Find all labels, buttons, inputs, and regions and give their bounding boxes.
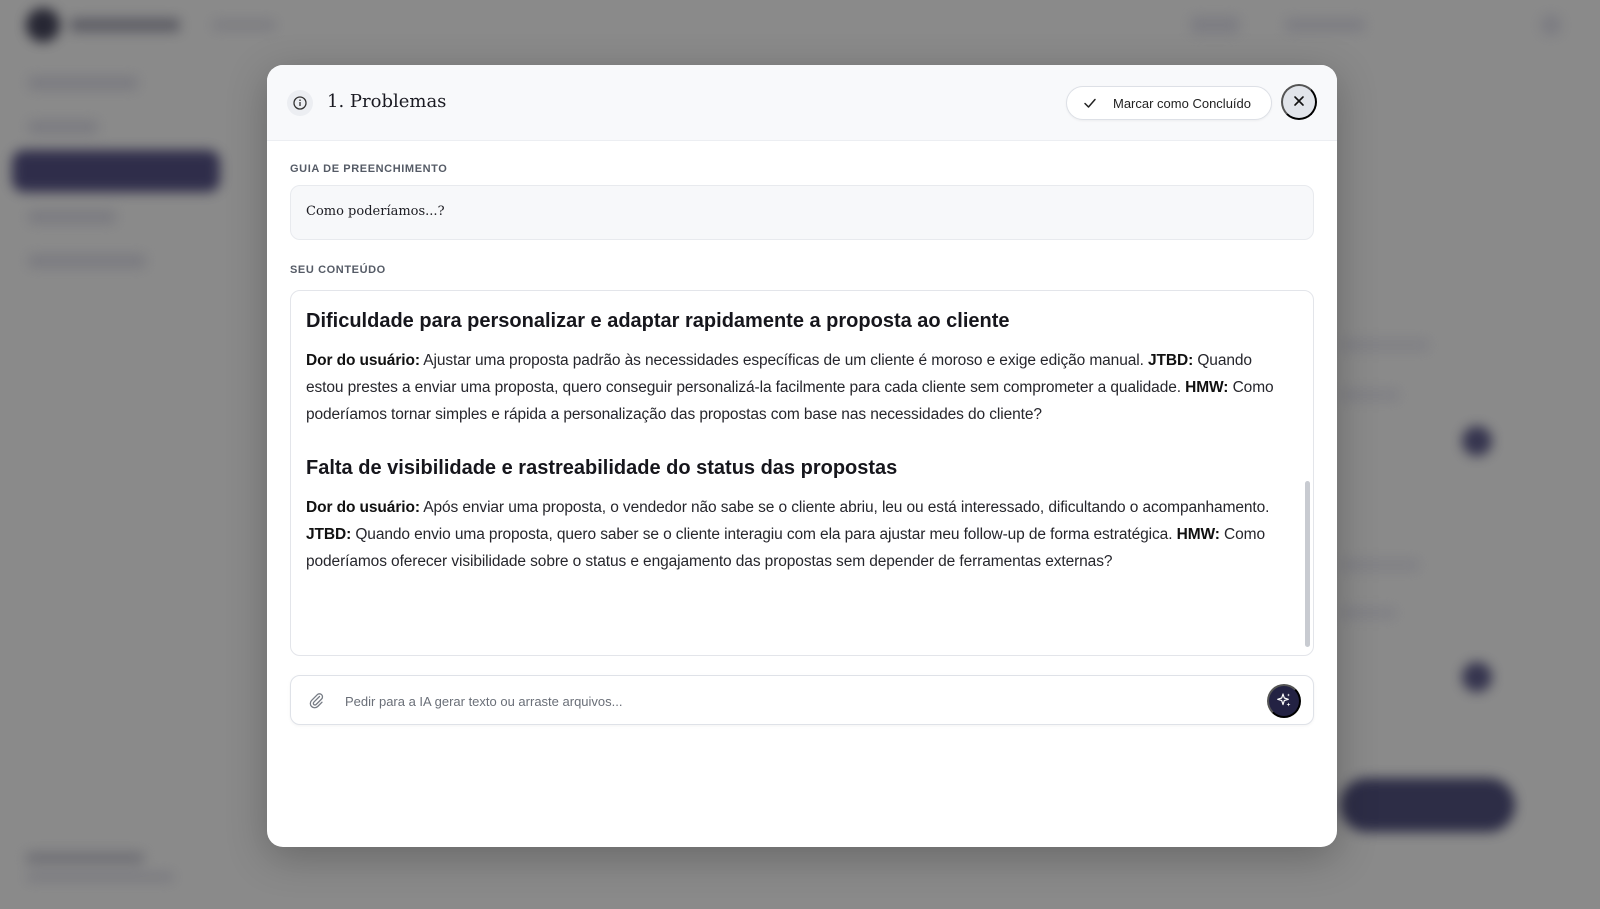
background-line	[1340, 390, 1400, 400]
background-dot	[1462, 426, 1492, 456]
background-dot	[1462, 662, 1492, 692]
background-sidebar-active-item	[12, 150, 220, 192]
background-line	[1340, 560, 1420, 570]
content-editor[interactable]	[290, 290, 1314, 656]
ai-prompt-bar	[290, 675, 1314, 725]
close-button[interactable]	[1281, 84, 1317, 120]
background-footer-line	[26, 872, 174, 882]
background-logo	[26, 8, 60, 42]
hmw-text: Como poderíamos tornar simples e rápida a personalização das propostas com base nas necessidades do cliente?	[306, 379, 1274, 423]
jtbd-label: JTBD:	[1148, 352, 1194, 369]
background-topbar-action	[1285, 18, 1365, 32]
ai-prompt-input[interactable]	[345, 688, 1245, 714]
mark-done-label: Marcar como Concluído	[1113, 95, 1251, 111]
modal-header	[267, 65, 1337, 141]
problems-modal	[267, 65, 1337, 847]
background-line	[1340, 608, 1396, 618]
problem-paragraph	[306, 347, 1289, 428]
guide-box	[290, 185, 1314, 240]
problem-heading: Dificuldade para personalizar e adaptar rapidamente a proposta ao cliente	[306, 310, 1010, 332]
background-primary-button	[1340, 778, 1515, 832]
content-section-label: SEU CONTEÚDO	[290, 264, 386, 276]
background-line	[1340, 340, 1430, 350]
modal-title: 1. Problemas	[327, 91, 447, 112]
hmw-text: Como poderíamos oferecer visibilidade sobre o status e engajamento das propostas sem depender de ferramentas externas?	[306, 526, 1265, 570]
background-sidebar-item	[28, 210, 116, 224]
hmw-label: HMW:	[1185, 379, 1229, 396]
jtbd-text: Quando estou prestes a enviar uma proposta, quero conseguir personalizá-la facilmente para cada cliente sem comprometer a qualidade.	[306, 352, 1252, 396]
ai-generate-button[interactable]	[1267, 684, 1301, 718]
pain-text: Ajustar uma proposta padrão às necessidades específicas de um cliente é moroso e exige edição manual.	[419, 352, 1148, 369]
background-avatar	[1540, 14, 1562, 36]
background-topbar	[0, 0, 1600, 50]
background-sidebar-item	[28, 76, 138, 90]
jtbd-text: Quando envio uma proposta, quero saber se o cliente interagiu com ela para ajustar meu follow-up de forma estratégica.	[351, 526, 1177, 543]
background-sidebar-item	[28, 120, 98, 134]
close-icon	[1293, 95, 1305, 110]
pain-label: Dor do usuário:	[306, 352, 420, 369]
background-sidebar-item	[28, 254, 146, 268]
problem-heading: Falta de visibilidade e rastreabilidade do status das propostas	[306, 457, 898, 479]
background-footer-line	[26, 852, 144, 864]
guide-section-label: GUIA DE PREENCHIMENTO	[290, 163, 448, 175]
mark-done-button[interactable]	[1066, 86, 1272, 120]
pain-label: Dor do usuário:	[306, 499, 420, 516]
content-scrollbar[interactable]	[1305, 481, 1310, 647]
problem-paragraph	[306, 494, 1289, 575]
paperclip-icon[interactable]	[307, 691, 325, 709]
pain-text: Após enviar uma proposta, o vendedor não sabe se o cliente abriu, leu ou está interessado, dificultando o acompanhamento.	[419, 499, 1270, 516]
info-icon[interactable]	[287, 90, 313, 116]
background-breadcrumb	[212, 20, 276, 30]
jtbd-label: JTBD:	[306, 526, 352, 543]
check-icon	[1083, 96, 1097, 110]
sparkles-icon	[1276, 692, 1292, 711]
hmw-label: HMW:	[1176, 526, 1220, 543]
background-topbar-action	[1190, 16, 1240, 34]
content-body	[291, 291, 1313, 575]
background-logo-text	[70, 18, 180, 32]
guide-text: Como poderíamos...?	[306, 204, 445, 219]
